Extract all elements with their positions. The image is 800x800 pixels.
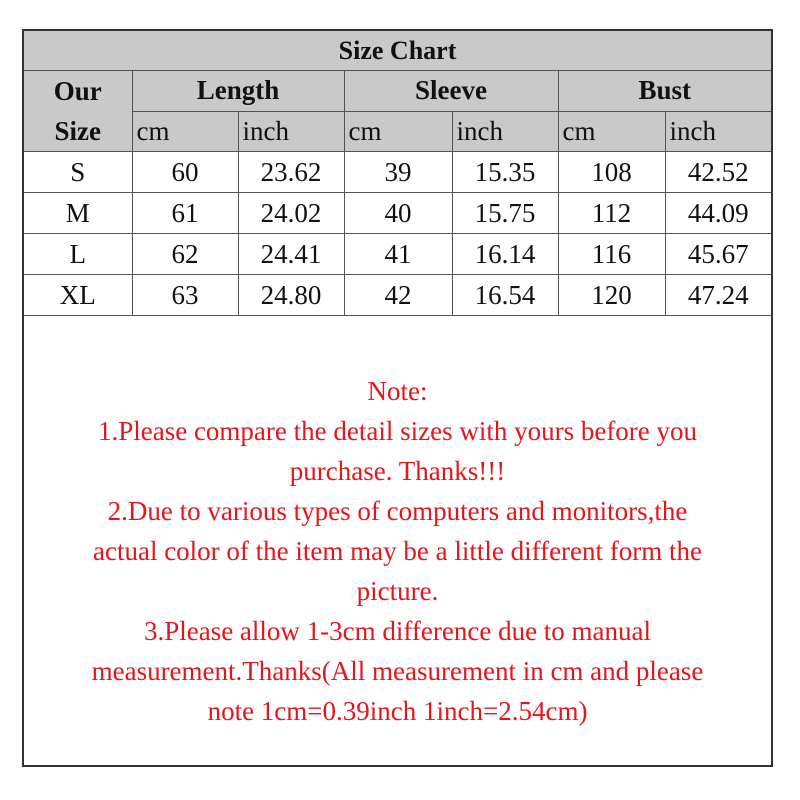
- value-cell: 116: [558, 234, 665, 275]
- note-line: picture.: [356, 576, 439, 606]
- value-cell: 63: [132, 275, 238, 316]
- value-cell: 120: [558, 275, 665, 316]
- value-cell: 16.14: [452, 234, 558, 275]
- size-cell: S: [24, 152, 132, 193]
- note-heading: Note:: [367, 376, 428, 406]
- value-cell: 16.54: [452, 275, 558, 316]
- value-cell: 39: [344, 152, 452, 193]
- value-cell: 42.52: [665, 152, 771, 193]
- bust-inch-unit: inch: [665, 111, 771, 152]
- note-line: 3.Please allow 1-3cm difference due to manual: [143, 616, 652, 646]
- table-row: [24, 234, 771, 275]
- value-cell: 23.62: [238, 152, 344, 193]
- title-row: [24, 31, 771, 71]
- sleeve-cm-unit: cm: [344, 111, 452, 152]
- value-cell: 47.24: [665, 275, 771, 316]
- value-cell: 45.67: [665, 234, 771, 275]
- size-cell: L: [24, 234, 132, 275]
- table-row: [24, 152, 771, 193]
- length-cm-unit: cm: [132, 111, 238, 152]
- length-inch-unit: inch: [238, 111, 344, 152]
- length-header: Length: [132, 71, 344, 112]
- size-cell: M: [24, 193, 132, 234]
- note-line: purchase. Thanks!!!: [289, 456, 506, 486]
- table-row: [24, 275, 771, 316]
- note-line: 2.Due to various types of computers and monitors,the: [107, 496, 688, 526]
- value-cell: 41: [344, 234, 452, 275]
- value-cell: 24.80: [238, 275, 344, 316]
- value-cell: 24.41: [238, 234, 344, 275]
- value-cell: 112: [558, 193, 665, 234]
- value-cell: 42: [344, 275, 452, 316]
- value-cell: 60: [132, 152, 238, 193]
- value-cell: 24.02: [238, 193, 344, 234]
- bust-header: Bust: [558, 71, 771, 112]
- value-cell: 61: [132, 193, 238, 234]
- table-row: [24, 193, 771, 234]
- note-line: actual color of the item may be a little different form the: [92, 536, 703, 566]
- sleeve-header: Sleeve: [344, 71, 558, 112]
- size-cell: XL: [24, 275, 132, 316]
- note-line: 1.Please compare the detail sizes with yours before you: [97, 416, 698, 446]
- value-cell: 15.75: [452, 193, 558, 234]
- sleeve-inch-unit: inch: [452, 111, 558, 152]
- value-cell: 15.35: [452, 152, 558, 193]
- note-line: note 1cm=0.39inch 1inch=2.54cm): [207, 696, 588, 726]
- value-cell: 62: [132, 234, 238, 275]
- chart-title: Size Chart: [24, 31, 771, 71]
- size-chart-frame: [22, 29, 773, 767]
- unit-header-row: [24, 111, 771, 152]
- our-size-header: [24, 71, 132, 152]
- note-block: [24, 371, 771, 731]
- our-size-line2: Size: [54, 116, 101, 146]
- value-cell: 40: [344, 193, 452, 234]
- group-header-row: [24, 71, 771, 112]
- size-chart-table: [24, 31, 771, 316]
- value-cell: 108: [558, 152, 665, 193]
- note-line: measurement.Thanks(All measurement in cm and please: [91, 656, 704, 686]
- bust-cm-unit: cm: [558, 111, 665, 152]
- our-size-line1: Our: [53, 76, 102, 106]
- value-cell: 44.09: [665, 193, 771, 234]
